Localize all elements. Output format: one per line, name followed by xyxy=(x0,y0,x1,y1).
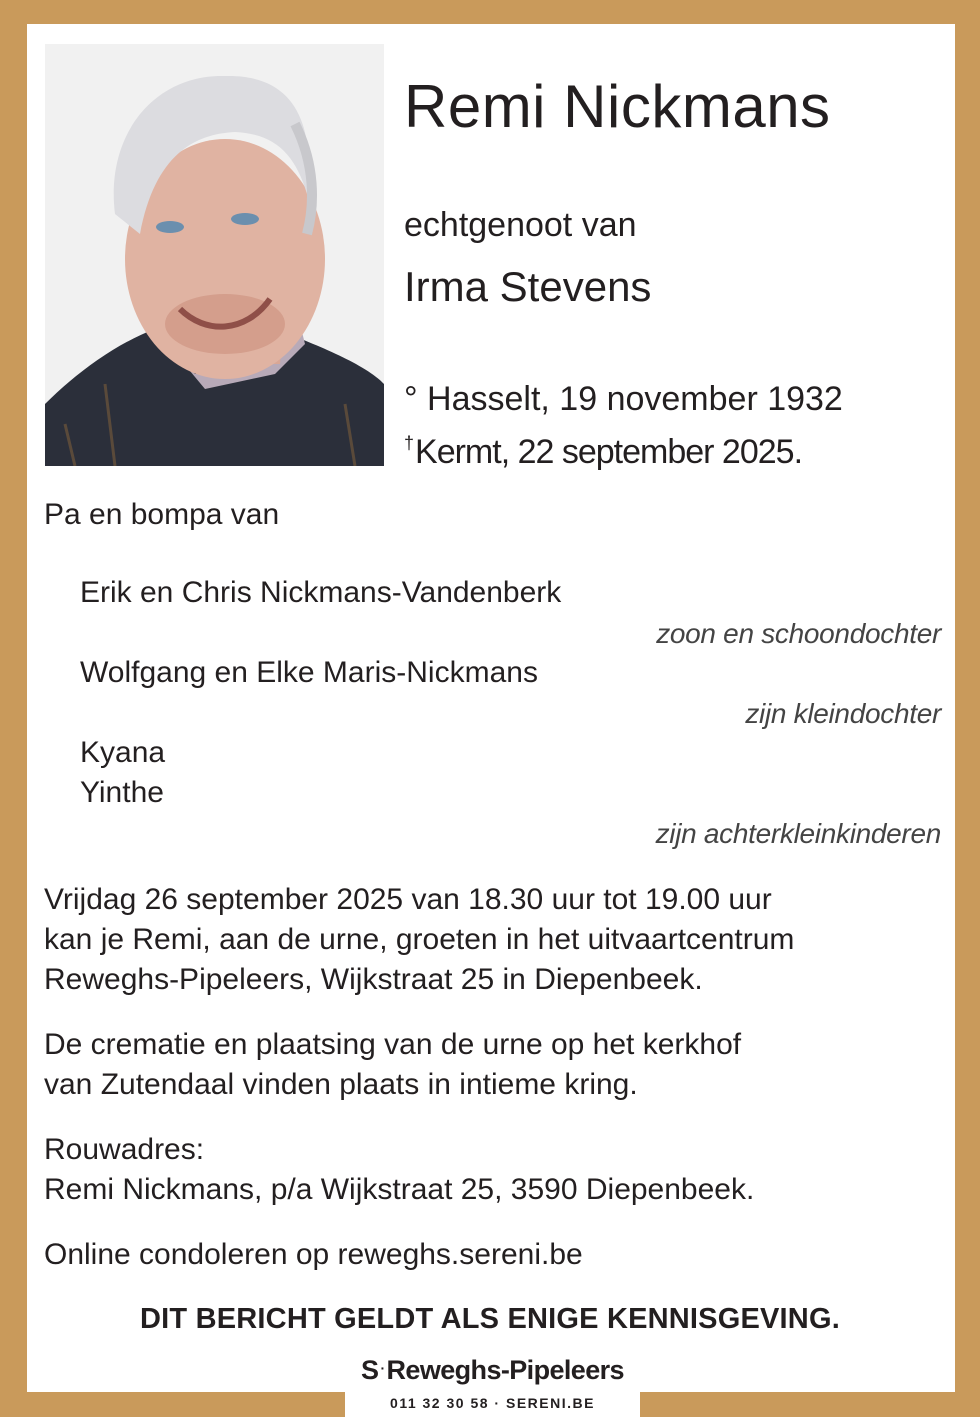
visitation-line: kan je Remi, aan de urne, groeten in het uitvaartcentrum xyxy=(44,923,795,956)
funeral-home-contact xyxy=(345,1395,640,1411)
visitation-line: Vrijdag 26 september 2025 van 18.30 uur tot 19.00 uur xyxy=(44,883,772,916)
contact-separator: · xyxy=(494,1395,501,1411)
phone-number: 011 32 30 58 xyxy=(390,1395,490,1411)
address-paragraph xyxy=(44,1130,754,1210)
spouse-intro: echtgenoot van xyxy=(404,206,637,244)
cremation-paragraph xyxy=(44,1025,741,1105)
cremation-line: van Zutendaal vinden plaats in intieme kring. xyxy=(44,1068,638,1101)
visitation-paragraph xyxy=(44,880,794,1000)
family-role: zijn achterkleinkinderen xyxy=(655,818,941,849)
death-line xyxy=(404,433,802,472)
cross-icon: † xyxy=(404,433,414,453)
death-text: Kermt, 22 september 2025. xyxy=(415,433,803,471)
sereni-logo-icon: S xyxy=(361,1355,379,1385)
online-condolence: Online condoleren op reweghs.sereni.be xyxy=(44,1238,583,1271)
funeral-home-name: Reweghs-Pipeleers xyxy=(386,1355,624,1385)
family-member: Erik en Chris Nickmans-Vandenberk xyxy=(80,576,562,609)
family-member: Yinthe xyxy=(80,776,164,809)
website-link: SERENI.BE xyxy=(505,1395,595,1411)
logo-dot: · xyxy=(380,1360,385,1376)
address-label: Rouwadres: xyxy=(44,1133,205,1166)
family-member: Wolfgang en Elke Maris-Nickmans xyxy=(80,656,538,689)
family-member: Kyana xyxy=(80,736,166,769)
portrait-image xyxy=(45,44,384,466)
family-role: zijn kleindochter xyxy=(745,698,941,729)
family-role: zoon en schoondochter xyxy=(656,618,941,649)
deceased-name: Remi Nickmans xyxy=(404,73,831,140)
family-intro: Pa en bompa van xyxy=(44,498,280,531)
birth-line: ° Hasselt, 19 november 1932 xyxy=(404,380,843,418)
funeral-home-logo xyxy=(345,1355,640,1386)
spouse-name: Irma Stevens xyxy=(404,263,652,310)
funeral-home-block xyxy=(345,1345,640,1417)
address-value: Remi Nickmans, p/a Wijkstraat 25, 3590 Diepenbeek. xyxy=(44,1173,755,1206)
portrait-photo xyxy=(45,44,384,466)
visitation-line: Reweghs-Pipeleers, Wijkstraat 25 in Diepenbeek. xyxy=(44,963,703,996)
notice-text: DIT BERICHT GELDT ALS ENIGE KENNISGEVING. xyxy=(140,1303,840,1335)
cremation-line: De crematie en plaatsing van de urne op het kerkhof xyxy=(44,1028,742,1061)
